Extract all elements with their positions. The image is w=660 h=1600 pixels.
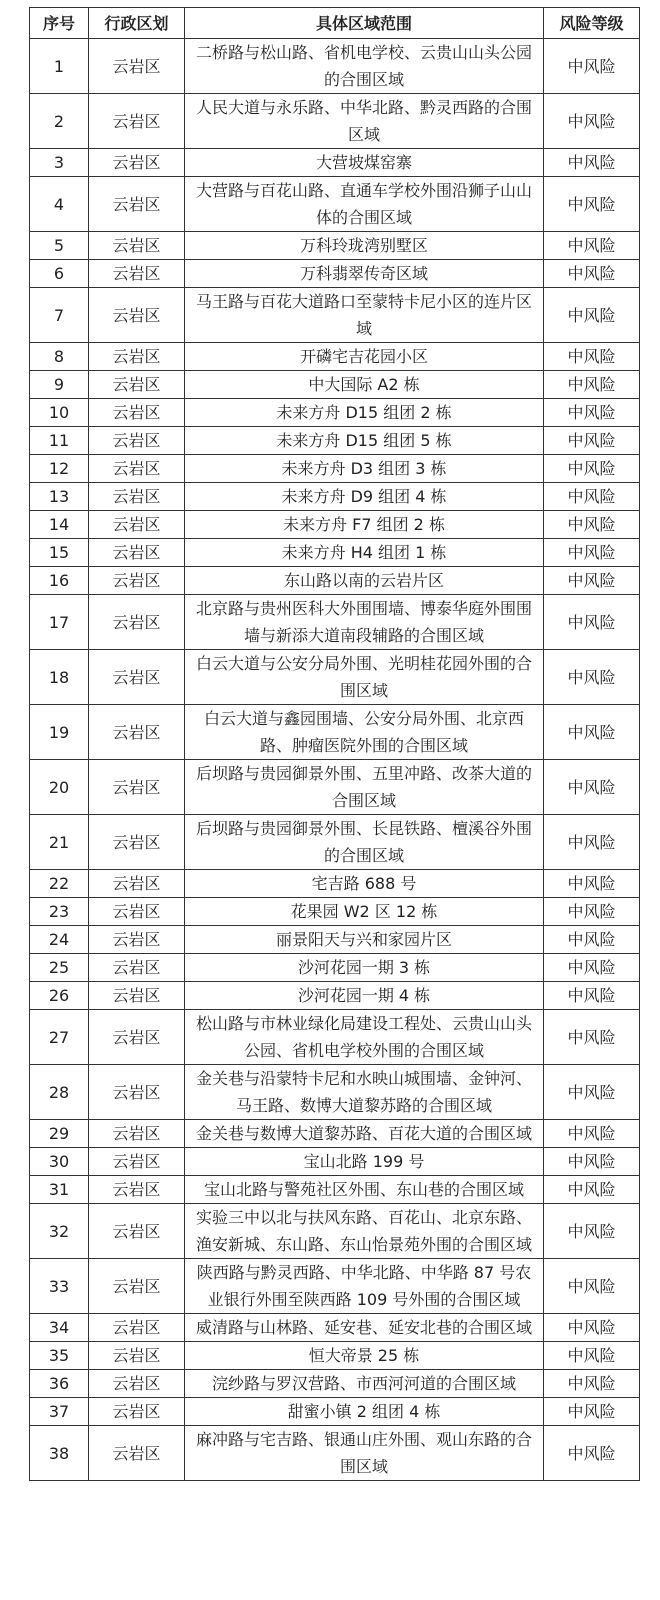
- cell-index: 4: [30, 177, 89, 232]
- table-row: [30, 455, 640, 483]
- cell-district: 云岩区: [89, 1176, 185, 1204]
- cell-index: 34: [30, 1314, 89, 1342]
- cell-area: 沙河花园一期 3 栋: [185, 954, 544, 982]
- cell-risk-level: 中风险: [544, 760, 640, 815]
- cell-risk-level: 中风险: [544, 260, 640, 288]
- table-row: [30, 1065, 640, 1120]
- table-row: [30, 870, 640, 898]
- cell-district: 云岩区: [89, 1259, 185, 1314]
- table-row: [30, 1010, 640, 1065]
- cell-area: 宅吉路 688 号: [185, 870, 544, 898]
- cell-risk-level: 中风险: [544, 1398, 640, 1426]
- table-row: [30, 39, 640, 94]
- table-row: [30, 539, 640, 567]
- cell-index: 23: [30, 898, 89, 926]
- cell-index: 29: [30, 1120, 89, 1148]
- cell-district: 云岩区: [89, 511, 185, 539]
- cell-index: 15: [30, 539, 89, 567]
- cell-risk-level: 中风险: [544, 483, 640, 511]
- cell-index: 16: [30, 567, 89, 595]
- risk-area-table: [29, 7, 640, 1481]
- cell-index: 14: [30, 511, 89, 539]
- cell-district: 云岩区: [89, 595, 185, 650]
- cell-risk-level: 中风险: [544, 1259, 640, 1314]
- cell-index: 1: [30, 39, 89, 94]
- cell-area: 马王路与百花大道路口至蒙特卡尼小区的连片区域: [185, 288, 544, 343]
- cell-index: 31: [30, 1176, 89, 1204]
- cell-risk-level: 中风险: [544, 1010, 640, 1065]
- header-index: 序号: [30, 8, 89, 39]
- cell-risk-level: 中风险: [544, 1065, 640, 1120]
- cell-risk-level: 中风险: [544, 232, 640, 260]
- table-row: [30, 399, 640, 427]
- cell-risk-level: 中风险: [544, 39, 640, 94]
- cell-index: 18: [30, 650, 89, 705]
- cell-district: 云岩区: [89, 455, 185, 483]
- cell-district: 云岩区: [89, 1010, 185, 1065]
- cell-district: 云岩区: [89, 926, 185, 954]
- cell-risk-level: 中风险: [544, 343, 640, 371]
- cell-index: 12: [30, 455, 89, 483]
- cell-risk-level: 中风险: [544, 954, 640, 982]
- cell-district: 云岩区: [89, 288, 185, 343]
- table-row: [30, 1398, 640, 1426]
- cell-area: 后坝路与贵园御景外围、长昆铁路、檀溪谷外围的合围区域: [185, 815, 544, 870]
- table-row: [30, 343, 640, 371]
- cell-risk-level: 中风险: [544, 1342, 640, 1370]
- cell-district: 云岩区: [89, 650, 185, 705]
- table-body: [30, 39, 640, 1481]
- cell-risk-level: 中风险: [544, 870, 640, 898]
- cell-area: 万科玲珑湾别墅区: [185, 232, 544, 260]
- table-row: [30, 982, 640, 1010]
- table-row: [30, 567, 640, 595]
- cell-area: 金关巷与沿蒙特卡尼和水映山城围墙、金钟河、马王路、数博大道黎苏路的合围区域: [185, 1065, 544, 1120]
- cell-district: 云岩区: [89, 39, 185, 94]
- table-row: [30, 288, 640, 343]
- cell-area: 宝山北路 199 号: [185, 1148, 544, 1176]
- cell-index: 8: [30, 343, 89, 371]
- cell-area: 东山路以南的云岩片区: [185, 567, 544, 595]
- table-row: [30, 483, 640, 511]
- cell-district: 云岩区: [89, 94, 185, 149]
- table-row: [30, 898, 640, 926]
- cell-area: 未来方舟 F7 组团 2 栋: [185, 511, 544, 539]
- table-row: [30, 1120, 640, 1148]
- cell-area: 大营路与百花山路、直通车学校外围沿狮子山山体的合围区域: [185, 177, 544, 232]
- cell-risk-level: 中风险: [544, 539, 640, 567]
- cell-risk-level: 中风险: [544, 1204, 640, 1259]
- cell-district: 云岩区: [89, 483, 185, 511]
- table-row: [30, 1342, 640, 1370]
- cell-district: 云岩区: [89, 760, 185, 815]
- cell-district: 云岩区: [89, 1370, 185, 1398]
- table-row: [30, 1426, 640, 1481]
- table-row: [30, 371, 640, 399]
- cell-risk-level: 中风险: [544, 1314, 640, 1342]
- cell-index: 35: [30, 1342, 89, 1370]
- cell-index: 19: [30, 705, 89, 760]
- cell-area: 未来方舟 H4 组团 1 栋: [185, 539, 544, 567]
- cell-risk-level: 中风险: [544, 371, 640, 399]
- cell-index: 6: [30, 260, 89, 288]
- cell-district: 云岩区: [89, 177, 185, 232]
- cell-index: 22: [30, 870, 89, 898]
- table-row: [30, 1370, 640, 1398]
- cell-risk-level: 中风险: [544, 1370, 640, 1398]
- cell-risk-level: 中风险: [544, 898, 640, 926]
- cell-risk-level: 中风险: [544, 595, 640, 650]
- cell-district: 云岩区: [89, 954, 185, 982]
- cell-district: 云岩区: [89, 898, 185, 926]
- cell-area: 丽景阳天与兴和家园片区: [185, 926, 544, 954]
- cell-area: 大营坡煤窑寨: [185, 149, 544, 177]
- cell-area: 万科翡翠传奇区域: [185, 260, 544, 288]
- cell-district: 云岩区: [89, 1148, 185, 1176]
- cell-area: 花果园 W2 区 12 栋: [185, 898, 544, 926]
- cell-area: 开磷宅吉花园小区: [185, 343, 544, 371]
- cell-risk-level: 中风险: [544, 1176, 640, 1204]
- cell-district: 云岩区: [89, 539, 185, 567]
- cell-area: 中大国际 A2 栋: [185, 371, 544, 399]
- cell-area: 白云大道与公安分局外围、光明桂花园外围的合围区域: [185, 650, 544, 705]
- cell-area: 宝山北路与警苑社区外围、东山巷的合围区域: [185, 1176, 544, 1204]
- cell-index: 37: [30, 1398, 89, 1426]
- cell-district: 云岩区: [89, 870, 185, 898]
- cell-district: 云岩区: [89, 149, 185, 177]
- table-row: [30, 760, 640, 815]
- cell-risk-level: 中风险: [544, 149, 640, 177]
- cell-risk-level: 中风险: [544, 982, 640, 1010]
- cell-area: 金关巷与数博大道黎苏路、百花大道的合围区域: [185, 1120, 544, 1148]
- cell-district: 云岩区: [89, 427, 185, 455]
- cell-risk-level: 中风险: [544, 427, 640, 455]
- cell-risk-level: 中风险: [544, 511, 640, 539]
- cell-area: 二桥路与松山路、省机电学校、云贵山山头公园的合围区域: [185, 39, 544, 94]
- cell-index: 27: [30, 1010, 89, 1065]
- cell-risk-level: 中风险: [544, 705, 640, 760]
- cell-district: 云岩区: [89, 1314, 185, 1342]
- table-row: [30, 1204, 640, 1259]
- cell-district: 云岩区: [89, 1426, 185, 1481]
- table-row: [30, 511, 640, 539]
- cell-area: 陕西路与黔灵西路、中华北路、中华路 87 号农业银行外围至陕西路 109 号外围的合围区域: [185, 1259, 544, 1314]
- cell-risk-level: 中风险: [544, 399, 640, 427]
- table-row: [30, 260, 640, 288]
- table-row: [30, 1259, 640, 1314]
- cell-index: 26: [30, 982, 89, 1010]
- cell-index: 20: [30, 760, 89, 815]
- cell-district: 云岩区: [89, 1398, 185, 1426]
- cell-district: 云岩区: [89, 399, 185, 427]
- cell-risk-level: 中风险: [544, 650, 640, 705]
- table-row: [30, 954, 640, 982]
- cell-index: 5: [30, 232, 89, 260]
- cell-district: 云岩区: [89, 982, 185, 1010]
- cell-risk-level: 中风险: [544, 177, 640, 232]
- table-row: [30, 427, 640, 455]
- cell-risk-level: 中风险: [544, 1148, 640, 1176]
- cell-area: 实验三中以北与扶风东路、百花山、北京东路、渔安新城、东山路、东山怡景苑外围的合围区域: [185, 1204, 544, 1259]
- cell-district: 云岩区: [89, 371, 185, 399]
- cell-district: 云岩区: [89, 815, 185, 870]
- cell-district: 云岩区: [89, 567, 185, 595]
- cell-index: 3: [30, 149, 89, 177]
- cell-index: 9: [30, 371, 89, 399]
- cell-index: 28: [30, 1065, 89, 1120]
- cell-index: 17: [30, 595, 89, 650]
- cell-area: 未来方舟 D9 组团 4 栋: [185, 483, 544, 511]
- cell-district: 云岩区: [89, 1342, 185, 1370]
- cell-index: 13: [30, 483, 89, 511]
- cell-index: 7: [30, 288, 89, 343]
- cell-area: 人民大道与永乐路、中华北路、黔灵西路的合围区域: [185, 94, 544, 149]
- cell-district: 云岩区: [89, 1120, 185, 1148]
- cell-area: 恒大帝景 25 栋: [185, 1342, 544, 1370]
- cell-district: 云岩区: [89, 705, 185, 760]
- cell-index: 10: [30, 399, 89, 427]
- cell-index: 25: [30, 954, 89, 982]
- cell-area: 威清路与山林路、延安巷、延安北巷的合围区域: [185, 1314, 544, 1342]
- table-row: [30, 94, 640, 149]
- table-row: [30, 595, 640, 650]
- cell-area: 白云大道与鑫园围墙、公安分局外围、北京西路、肿瘤医院外围的合围区域: [185, 705, 544, 760]
- cell-district: 云岩区: [89, 232, 185, 260]
- cell-index: 38: [30, 1426, 89, 1481]
- cell-index: 2: [30, 94, 89, 149]
- cell-area: 麻冲路与宅吉路、银通山庄外围、观山东路的合围区域: [185, 1426, 544, 1481]
- table-row: [30, 1176, 640, 1204]
- header-district: 行政区划: [89, 8, 185, 39]
- cell-index: 32: [30, 1204, 89, 1259]
- header-area: 具体区域范围: [185, 8, 544, 39]
- cell-risk-level: 中风险: [544, 94, 640, 149]
- cell-district: 云岩区: [89, 343, 185, 371]
- table-row: [30, 650, 640, 705]
- table-row: [30, 1148, 640, 1176]
- cell-index: 33: [30, 1259, 89, 1314]
- table-header-row: [30, 8, 640, 39]
- table-row: [30, 149, 640, 177]
- cell-index: 24: [30, 926, 89, 954]
- cell-index: 30: [30, 1148, 89, 1176]
- cell-risk-level: 中风险: [544, 926, 640, 954]
- table-row: [30, 1314, 640, 1342]
- cell-risk-level: 中风险: [544, 1426, 640, 1481]
- header-risk-level: 风险等级: [544, 8, 640, 39]
- cell-district: 云岩区: [89, 1204, 185, 1259]
- cell-area: 北京路与贵州医科大外围围墙、博泰华庭外围围墙与新添大道南段辅路的合围区域: [185, 595, 544, 650]
- cell-area: 后坝路与贵园御景外围、五里冲路、改茶大道的合围区域: [185, 760, 544, 815]
- cell-index: 11: [30, 427, 89, 455]
- cell-area: 浣纱路与罗汉营路、市西河河道的合围区域: [185, 1370, 544, 1398]
- cell-area: 甜蜜小镇 2 组团 4 栋: [185, 1398, 544, 1426]
- cell-area: 未来方舟 D15 组团 2 栋: [185, 399, 544, 427]
- cell-district: 云岩区: [89, 260, 185, 288]
- table-row: [30, 926, 640, 954]
- table-row: [30, 815, 640, 870]
- cell-area: 未来方舟 D15 组团 5 栋: [185, 427, 544, 455]
- cell-risk-level: 中风险: [544, 815, 640, 870]
- cell-area: 沙河花园一期 4 栋: [185, 982, 544, 1010]
- cell-risk-level: 中风险: [544, 567, 640, 595]
- table-row: [30, 232, 640, 260]
- cell-district: 云岩区: [89, 1065, 185, 1120]
- cell-index: 21: [30, 815, 89, 870]
- cell-risk-level: 中风险: [544, 455, 640, 483]
- cell-risk-level: 中风险: [544, 1120, 640, 1148]
- table-row: [30, 705, 640, 760]
- cell-area: 未来方舟 D3 组团 3 栋: [185, 455, 544, 483]
- cell-index: 36: [30, 1370, 89, 1398]
- cell-risk-level: 中风险: [544, 288, 640, 343]
- cell-area: 松山路与市林业绿化局建设工程处、云贵山山头公园、省机电学校外围的合围区域: [185, 1010, 544, 1065]
- table-row: [30, 177, 640, 232]
